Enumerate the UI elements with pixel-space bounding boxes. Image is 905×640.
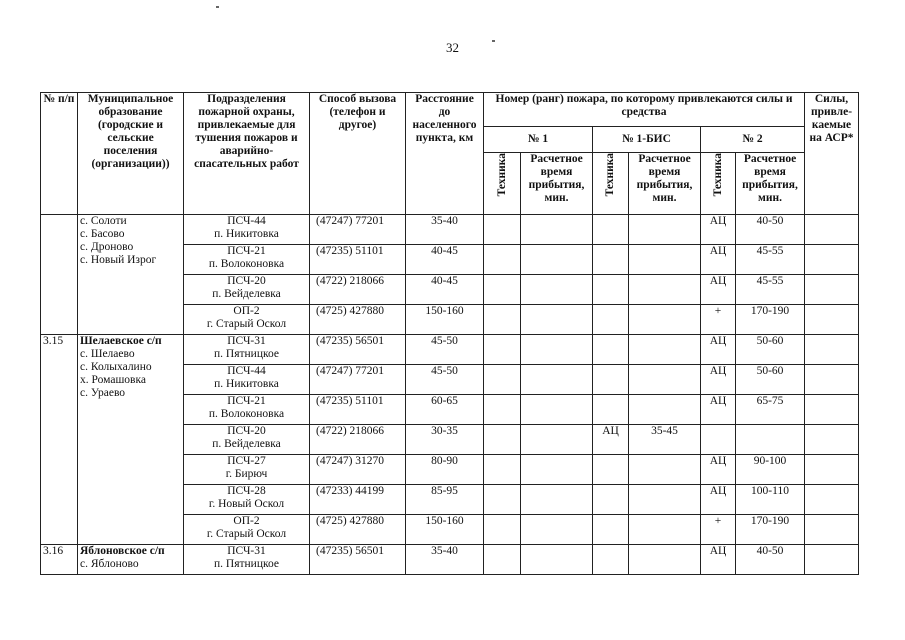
time-rank2-cell: 65-75	[736, 395, 805, 425]
time-rank1bis-cell: 35-45	[629, 425, 701, 455]
table-row	[41, 545, 859, 575]
time-rank1-cell	[521, 455, 593, 485]
header-rank-group: Номер (ранг) пожара, по которому привлекаются силы и средства	[484, 93, 805, 127]
table-row	[41, 215, 859, 245]
fire-unit-name: ОП-2	[233, 305, 260, 317]
asr-cell	[805, 245, 859, 275]
header-rank2: № 2	[701, 127, 805, 153]
asr-cell	[805, 365, 859, 395]
settlement-list: с. Солоти с. Басово с. Дроново с. Новый Изрог	[80, 215, 157, 266]
fire-unit-location: п. Пятницкое	[214, 348, 279, 360]
fire-unit-cell	[184, 365, 310, 395]
time-rank1-cell	[521, 365, 593, 395]
distance-cell: 35-40	[406, 215, 484, 245]
fire-forces-table	[40, 92, 859, 575]
fire-unit-name: ПСЧ-20	[227, 275, 266, 287]
asr-cell	[805, 485, 859, 515]
tech-rank1-cell	[484, 425, 521, 455]
fire-unit-location: п. Никитовка	[214, 378, 279, 390]
tech-rank2-cell: АЦ	[701, 545, 736, 575]
fire-unit-cell	[184, 485, 310, 515]
time-rank1-cell	[521, 305, 593, 335]
tech-rank1-cell	[484, 275, 521, 305]
table-body	[41, 215, 859, 575]
time-rank1-cell	[521, 215, 593, 245]
fire-unit-location: г. Старый Оскол	[206, 318, 287, 330]
fire-unit-cell	[184, 425, 310, 455]
phone-cell: (4725) 427880	[310, 305, 406, 335]
phone-cell: (4725) 427880	[310, 515, 406, 545]
time-rank2-cell: 50-60	[736, 365, 805, 395]
fire-unit-location: п. Вейделевка	[212, 288, 281, 300]
tech-rank2-cell: +	[701, 305, 736, 335]
tech-rank1bis-cell	[593, 545, 629, 575]
time-rank1bis-cell	[629, 455, 701, 485]
fire-unit-cell	[184, 305, 310, 335]
tech-rank2-cell: +	[701, 515, 736, 545]
header-tech-1bis: Техника	[604, 153, 616, 197]
header-distance: Расстояние до населенного пункта, км	[406, 93, 484, 215]
time-rank1bis-cell	[629, 245, 701, 275]
header-method: Способ вызова (телефон и другое)	[310, 93, 406, 215]
distance-cell: 30-35	[406, 425, 484, 455]
time-rank1bis-cell	[629, 395, 701, 425]
tech-rank1-cell	[484, 215, 521, 245]
distance-cell: 85-95	[406, 485, 484, 515]
settlement-list: с. Яблоново	[80, 558, 139, 570]
header-municipality: Муниципальное образование (городские и сельские поселения (организации))	[78, 93, 184, 215]
time-rank2-cell: 45-55	[736, 275, 805, 305]
distance-cell: 150-160	[406, 305, 484, 335]
asr-cell	[805, 425, 859, 455]
fire-unit-cell	[184, 515, 310, 545]
phone-cell: (4722) 218066	[310, 275, 406, 305]
time-rank2-cell: 170-190	[736, 305, 805, 335]
time-rank1bis-cell	[629, 305, 701, 335]
time-rank1-cell	[521, 545, 593, 575]
page-number: 32	[446, 40, 459, 55]
tech-rank1-cell	[484, 305, 521, 335]
fire-unit-location: г. Старый Оскол	[206, 528, 287, 540]
tech-rank1bis-cell	[593, 275, 629, 305]
tech-rank1-cell	[484, 545, 521, 575]
fire-unit-cell	[184, 245, 310, 275]
time-rank1-cell	[521, 275, 593, 305]
tech-rank2-cell: АЦ	[701, 395, 736, 425]
tech-rank2-cell: АЦ	[701, 365, 736, 395]
tech-rank1-cell	[484, 395, 521, 425]
fire-unit-cell	[184, 395, 310, 425]
time-rank1bis-cell	[629, 335, 701, 365]
tech-rank1-cell	[484, 245, 521, 275]
time-rank2-cell: 40-50	[736, 215, 805, 245]
time-rank1bis-cell	[629, 515, 701, 545]
row-number: 3.15	[41, 335, 78, 545]
header-time-1bis: Расчетное время прибытия, мин.	[629, 153, 701, 215]
phone-cell: (47233) 44199	[310, 485, 406, 515]
header-time-2: Расчетное время прибытия, мин.	[736, 153, 805, 215]
distance-cell: 35-40	[406, 545, 484, 575]
fire-unit-cell	[184, 545, 310, 575]
tech-rank1bis-cell	[593, 305, 629, 335]
time-rank1bis-cell	[629, 485, 701, 515]
header-tech-2: Техника	[711, 153, 724, 197]
tech-rank1bis-cell	[593, 365, 629, 395]
header-rank1: № 1	[484, 127, 593, 153]
distance-cell: 45-50	[406, 365, 484, 395]
fire-unit-cell	[184, 275, 310, 305]
fire-unit-location: г. Бирюч	[225, 468, 268, 480]
fire-unit-location: п. Пятницкое	[214, 558, 279, 570]
header-time-1: Расчетное время прибытия, мин.	[521, 153, 593, 215]
fire-unit-cell	[184, 455, 310, 485]
tech-rank1bis-cell	[593, 455, 629, 485]
asr-cell	[805, 305, 859, 335]
time-rank1bis-cell	[629, 275, 701, 305]
scan-speck	[492, 40, 495, 42]
phone-cell: (4722) 218066	[310, 425, 406, 455]
fire-unit-location: п. Волоконовка	[208, 258, 285, 270]
fire-unit-location: п. Волоконовка	[208, 408, 285, 420]
fire-unit-name: ПСЧ-27	[227, 455, 266, 467]
time-rank1-cell	[521, 425, 593, 455]
distance-cell: 40-45	[406, 275, 484, 305]
tech-rank1-cell	[484, 365, 521, 395]
tech-rank1-cell	[484, 515, 521, 545]
tech-rank1bis-cell	[593, 515, 629, 545]
time-rank2-cell: 90-100	[736, 455, 805, 485]
fire-unit-name: ПСЧ-31	[227, 545, 266, 557]
time-rank2-cell: 170-190	[736, 515, 805, 545]
tech-rank1bis-cell	[593, 485, 629, 515]
header-units: Подразделения пожарной охраны, привлекаемые для тушения пожаров и аварийно-спасательных работ	[184, 93, 310, 215]
time-rank2-cell: 45-55	[736, 245, 805, 275]
time-rank2-cell	[736, 425, 805, 455]
tech-rank1-cell	[484, 485, 521, 515]
time-rank1-cell	[521, 335, 593, 365]
distance-cell: 80-90	[406, 455, 484, 485]
time-rank1-cell	[521, 395, 593, 425]
tech-rank2-cell: АЦ	[701, 335, 736, 365]
phone-cell: (47247) 31270	[310, 455, 406, 485]
tech-rank1bis-cell: АЦ	[593, 425, 629, 455]
settlement-list: с. Шелаево с. Колыхалино х. Ромашовка с. Ураево	[80, 348, 152, 399]
time-rank1-cell	[521, 515, 593, 545]
tech-rank1bis-cell	[593, 215, 629, 245]
header-rank1bis: № 1-БИС	[593, 127, 701, 153]
municipality-cell	[78, 545, 184, 575]
tech-rank2-cell: АЦ	[701, 215, 736, 245]
distance-cell: 45-50	[406, 335, 484, 365]
tech-rank2-cell: АЦ	[701, 275, 736, 305]
fire-unit-name: ПСЧ-44	[227, 365, 266, 377]
time-rank1bis-cell	[629, 365, 701, 395]
fire-unit-name: ПСЧ-20	[227, 425, 266, 437]
asr-cell	[805, 395, 859, 425]
scan-speck	[216, 6, 219, 8]
tech-rank2-cell: АЦ	[701, 245, 736, 275]
tech-rank1bis-cell	[593, 395, 629, 425]
asr-cell	[805, 515, 859, 545]
fire-unit-name: ПСЧ-31	[227, 335, 266, 347]
distance-cell: 150-160	[406, 515, 484, 545]
asr-cell	[805, 335, 859, 365]
time-rank1-cell	[521, 245, 593, 275]
municipality-name: Яблоновское с/п	[80, 545, 165, 557]
row-number	[41, 215, 78, 335]
fire-unit-location: г. Новый Оскол	[208, 498, 285, 510]
header-num: № п/п	[41, 93, 78, 215]
fire-unit-cell	[184, 335, 310, 365]
tech-rank2-cell	[701, 425, 736, 455]
municipality-name: Шелаевское с/п	[80, 335, 162, 347]
phone-cell: (47235) 51101	[310, 395, 406, 425]
fire-unit-name: ПСЧ-44	[227, 215, 266, 227]
time-rank2-cell: 100-110	[736, 485, 805, 515]
fire-unit-name: ОП-2	[233, 515, 260, 527]
fire-unit-location: п. Вейделевка	[212, 438, 281, 450]
fire-unit-cell	[184, 215, 310, 245]
time-rank1-cell	[521, 485, 593, 515]
fire-unit-name: ПСЧ-21	[227, 395, 266, 407]
asr-cell	[805, 215, 859, 245]
header-tech-1: Техника	[495, 153, 508, 197]
phone-cell: (47247) 77201	[310, 215, 406, 245]
fire-unit-name: ПСЧ-28	[227, 485, 266, 497]
asr-cell	[805, 455, 859, 485]
municipality-cell	[78, 335, 184, 545]
time-rank2-cell: 40-50	[736, 545, 805, 575]
distance-cell: 60-65	[406, 395, 484, 425]
phone-cell: (47235) 56501	[310, 335, 406, 365]
row-number: 3.16	[41, 545, 78, 575]
tech-rank2-cell: АЦ	[701, 455, 736, 485]
asr-cell	[805, 275, 859, 305]
fire-unit-location: п. Никитовка	[214, 228, 279, 240]
tech-rank1bis-cell	[593, 245, 629, 275]
tech-rank2-cell: АЦ	[701, 485, 736, 515]
phone-cell: (47235) 56501	[310, 545, 406, 575]
fire-unit-name: ПСЧ-21	[227, 245, 266, 257]
phone-cell: (47235) 51101	[310, 245, 406, 275]
tech-rank1-cell	[484, 455, 521, 485]
distance-cell: 40-45	[406, 245, 484, 275]
asr-cell	[805, 545, 859, 575]
header-asr: Силы, привле-каемые на АСР*	[805, 93, 859, 215]
tech-rank1bis-cell	[593, 335, 629, 365]
tech-rank1-cell	[484, 335, 521, 365]
municipality-cell	[78, 215, 184, 335]
time-rank1bis-cell	[629, 215, 701, 245]
time-rank2-cell: 50-60	[736, 335, 805, 365]
time-rank1bis-cell	[629, 545, 701, 575]
phone-cell: (47247) 77201	[310, 365, 406, 395]
table-row	[41, 335, 859, 365]
